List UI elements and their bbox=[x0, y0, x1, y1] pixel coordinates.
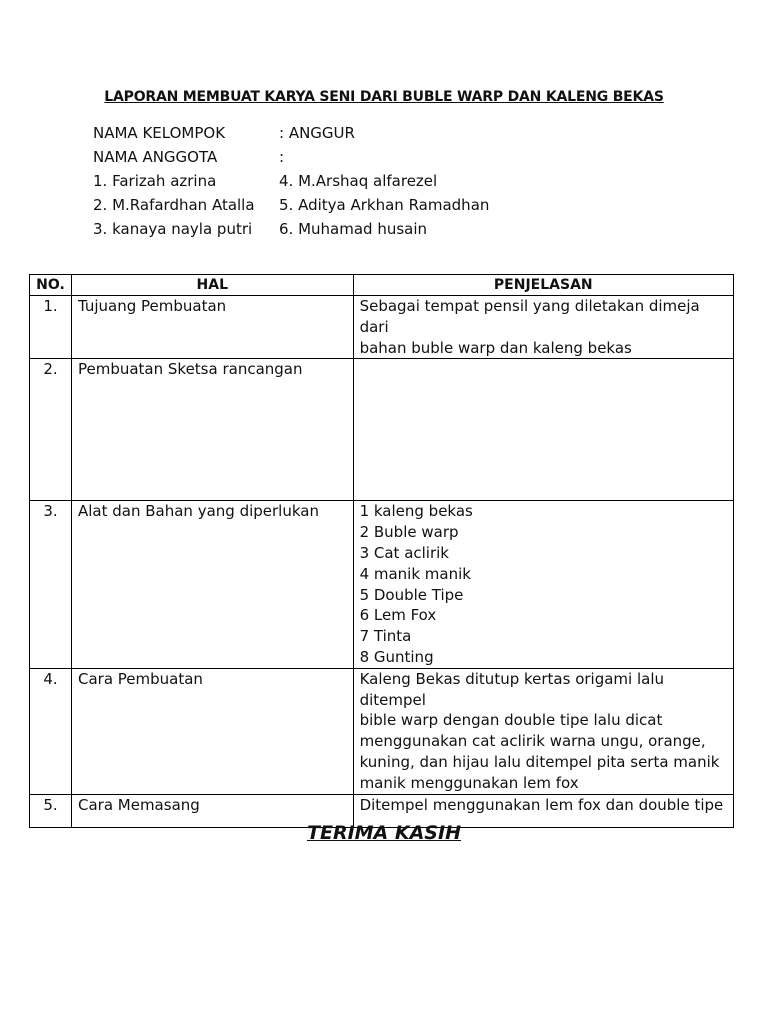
report-table bbox=[29, 274, 734, 828]
member-name: 1. Farizah azrina bbox=[93, 172, 217, 190]
info-row-members-label bbox=[93, 145, 489, 169]
info-value: : ANGGUR bbox=[279, 124, 355, 142]
row-hal: Alat dan Bahan yang diperlukan bbox=[71, 501, 353, 668]
info-label: NAMA KELOMPOK bbox=[93, 124, 226, 142]
member-name: 3. kanaya nayla putri bbox=[93, 220, 253, 238]
info-row-members bbox=[93, 193, 489, 217]
material-item: 5 Double Tipe bbox=[359, 585, 464, 604]
penjelasan-line: Sebagai tempat pensil yang diletakan dimeja dari bbox=[359, 297, 700, 336]
row-hal: Pembuatan Sketsa rancangan bbox=[71, 359, 353, 501]
material-item: 1 kaleng bekas bbox=[359, 502, 473, 521]
header-penjelasan: PENJELASAN bbox=[353, 275, 733, 296]
row-number: 5. bbox=[30, 794, 72, 827]
material-item: 7 Tinta bbox=[359, 627, 412, 646]
table-row bbox=[30, 296, 734, 359]
member-name: 2. M.Rafardhan Atalla bbox=[93, 196, 255, 214]
material-item: 8 Gunting bbox=[359, 647, 434, 666]
member-name: 5. Aditya Arkhan Ramadhan bbox=[279, 196, 490, 214]
table-row bbox=[30, 501, 734, 668]
material-item: 6 Lem Fox bbox=[359, 606, 437, 625]
penjelasan-line: bible warp dengan double tipe lalu dicat bbox=[359, 711, 663, 730]
penjelasan-line: Ditempel menggunakan lem fox dan double tipe bbox=[359, 795, 724, 814]
penjelasan-line: kuning, dan hijau lalu ditempel pita serta manik bbox=[359, 752, 720, 771]
table-header-row bbox=[30, 275, 734, 296]
row-penjelasan bbox=[353, 296, 733, 359]
row-number: 2. bbox=[30, 359, 72, 501]
info-row-group-name bbox=[93, 121, 489, 145]
closing-text: TERIMA KASIH bbox=[307, 822, 461, 844]
penjelasan-line: Kaleng Bekas ditutup kertas origami lalu ditempel bbox=[359, 669, 665, 709]
table-row bbox=[30, 668, 734, 794]
material-item: 2 Buble warp bbox=[359, 523, 459, 542]
group-info bbox=[93, 121, 489, 241]
info-row-members bbox=[93, 169, 489, 193]
info-row-members bbox=[93, 217, 489, 241]
row-hal: Tujuang Pembuatan bbox=[71, 296, 353, 359]
penjelasan-line: bahan buble warp dan kaleng bekas bbox=[359, 338, 632, 357]
row-number: 3. bbox=[30, 501, 72, 668]
penjelasan-line: menggunakan cat aclirik warna ungu, orange, bbox=[359, 732, 706, 751]
table-row bbox=[30, 359, 734, 501]
row-hal: Cara Pembuatan bbox=[71, 668, 353, 794]
material-item: 4 manik manik bbox=[359, 564, 471, 583]
member-name: 4. M.Arshaq alfarezel bbox=[279, 172, 438, 190]
row-number: 1. bbox=[30, 296, 72, 359]
row-penjelasan-empty bbox=[353, 359, 733, 501]
document-title: LAPORAN MEMBUAT KARYA SENI DARI BUBLE WARP DAN KALENG BEKAS bbox=[104, 89, 664, 105]
header-hal: HAL bbox=[71, 275, 353, 296]
row-penjelasan bbox=[353, 501, 733, 668]
header-no: NO. bbox=[30, 275, 72, 296]
member-name: 6. Muhamad husain bbox=[279, 220, 428, 238]
row-hal: Cara Memasang bbox=[71, 794, 353, 827]
row-number: 4. bbox=[30, 668, 72, 794]
material-item: 3 Cat aclirik bbox=[359, 543, 449, 562]
row-penjelasan bbox=[353, 668, 733, 794]
penjelasan-line: manik menggunakan lem fox bbox=[359, 773, 579, 792]
info-label: NAMA ANGGOTA bbox=[93, 148, 218, 166]
info-value: : bbox=[279, 148, 285, 166]
